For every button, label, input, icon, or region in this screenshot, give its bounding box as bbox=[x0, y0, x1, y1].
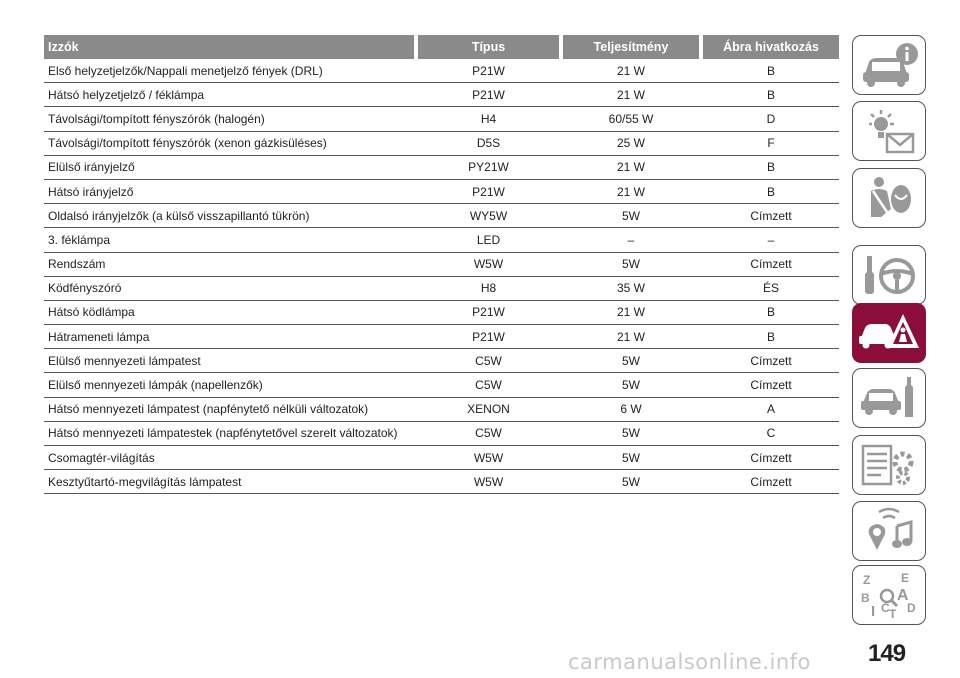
cell-type: W5W bbox=[473, 474, 504, 489]
header-type: Típus bbox=[418, 35, 559, 59]
cell-power: 21 W bbox=[616, 184, 645, 199]
tab-car-info[interactable] bbox=[852, 35, 926, 95]
index-letter: A bbox=[897, 587, 909, 604]
cell-bulb: Elülső mennyezeti lámpatest bbox=[48, 353, 201, 368]
car-info-icon bbox=[857, 40, 921, 90]
cell-figure-ref: Címzett bbox=[750, 353, 792, 368]
tab-multimedia[interactable] bbox=[852, 501, 926, 561]
cell-figure-ref: B bbox=[766, 63, 775, 78]
index-letter: D bbox=[907, 601, 916, 615]
cell-bulb: Elülső irányjelző bbox=[48, 160, 135, 175]
cell-bulb: Kesztyűtartó-megvilágítás lámpatest bbox=[48, 474, 242, 489]
cell-power: 6 W bbox=[620, 402, 642, 417]
page-number: 149 bbox=[868, 640, 906, 667]
cell-figure-ref: ÉS bbox=[762, 281, 779, 296]
cell-figure-ref: Címzett bbox=[750, 257, 792, 272]
table-row bbox=[44, 180, 839, 204]
index-letter: I bbox=[871, 603, 876, 620]
table-row bbox=[44, 253, 839, 277]
table-row bbox=[44, 446, 839, 470]
cell-figure-ref: B bbox=[766, 87, 775, 102]
cell-bulb: 3. féklámpa bbox=[48, 232, 111, 247]
tab-maintenance[interactable] bbox=[852, 368, 926, 428]
seatbelt-airbag-icon bbox=[857, 173, 921, 223]
table-row bbox=[44, 470, 839, 494]
cell-bulb: Oldalsó irányjelzők (a külső visszapillantó tükrön) bbox=[48, 208, 310, 223]
cell-type: D5S bbox=[476, 136, 501, 151]
cell-bulb: Hátsó ködlámpa bbox=[48, 305, 135, 320]
cell-power: 5W bbox=[622, 208, 640, 223]
cell-type: LED bbox=[476, 232, 501, 247]
cell-type: C5W bbox=[475, 426, 502, 441]
cell-power: 5W bbox=[622, 426, 640, 441]
index-letter: Z bbox=[863, 573, 871, 587]
cell-type: C5W bbox=[475, 353, 502, 368]
cell-figure-ref: B bbox=[766, 160, 775, 175]
tab-index[interactable] bbox=[852, 565, 926, 625]
table-row bbox=[44, 83, 839, 107]
cell-type: WY5W bbox=[469, 208, 508, 223]
cell-type: C5W bbox=[475, 378, 502, 393]
table-row bbox=[44, 132, 839, 156]
header-bulbs: Izzók bbox=[44, 35, 414, 59]
table-body bbox=[44, 59, 839, 494]
cell-bulb: Hátsó helyzetjelző / féklámpa bbox=[48, 87, 205, 102]
cell-type: P21W bbox=[472, 329, 505, 344]
cell-power: 21 W bbox=[616, 160, 645, 175]
tab-warning-lights[interactable] bbox=[852, 101, 926, 161]
multimedia-icon bbox=[857, 506, 921, 556]
cell-figure-ref: A bbox=[766, 402, 775, 417]
cell-power: 60/55 W bbox=[608, 111, 654, 126]
watermark: carmanualsonline.info bbox=[568, 650, 811, 674]
cell-power: 21 W bbox=[616, 305, 645, 320]
index-letter: B bbox=[861, 591, 870, 605]
cell-type: W5W bbox=[473, 257, 504, 272]
cell-bulb: Csomagtér-világítás bbox=[48, 450, 155, 465]
cell-type: P21W bbox=[472, 87, 505, 102]
cell-power: 5W bbox=[622, 378, 640, 393]
cell-power: 5W bbox=[622, 474, 640, 489]
cell-power: 25 W bbox=[616, 136, 645, 151]
cell-bulb: Elülső mennyezeti lámpák (napellenzők) bbox=[48, 378, 263, 393]
index-letter: E bbox=[901, 571, 910, 585]
cell-type: P21W bbox=[472, 63, 505, 78]
emergency-breakdown-icon bbox=[857, 308, 921, 358]
cell-power: 21 W bbox=[616, 87, 645, 102]
tab-technical-data[interactable] bbox=[852, 435, 926, 495]
table-row bbox=[44, 301, 839, 325]
tab-emergency[interactable] bbox=[852, 303, 926, 363]
cell-bulb: Első helyzetjelzők/Nappali menetjelző fények (DRL) bbox=[48, 63, 323, 78]
cell-bulb: Rendszám bbox=[48, 257, 106, 272]
header-power: Teljesítmény bbox=[563, 35, 699, 59]
cell-type: P21W bbox=[472, 305, 505, 320]
cell-figure-ref: Címzett bbox=[750, 208, 792, 223]
cell-type: PY21W bbox=[468, 160, 509, 175]
header-figure-ref: Ábra hivatkozás bbox=[703, 35, 839, 59]
car-maintenance-icon bbox=[857, 373, 921, 423]
warning-lights-icon bbox=[857, 106, 921, 156]
cell-figure-ref: Címzett bbox=[750, 474, 792, 489]
cell-figure-ref: B bbox=[766, 329, 775, 344]
table-row bbox=[44, 349, 839, 373]
cell-power: 5W bbox=[622, 257, 640, 272]
cell-power: 5W bbox=[622, 450, 640, 465]
cell-bulb: Ködfényszóró bbox=[48, 281, 122, 296]
table-row bbox=[44, 59, 839, 83]
bulb-table bbox=[44, 35, 839, 494]
cell-figure-ref: – bbox=[767, 232, 775, 247]
table-row bbox=[44, 398, 839, 422]
technical-data-icon bbox=[857, 440, 921, 490]
table-row bbox=[44, 228, 839, 252]
cell-type: P21W bbox=[472, 184, 505, 199]
tab-key-steering[interactable] bbox=[852, 245, 926, 305]
cell-bulb: Hátsó irányjelző bbox=[48, 184, 134, 199]
cell-power: 35 W bbox=[616, 281, 645, 296]
cell-figure-ref: Címzett bbox=[750, 450, 792, 465]
tab-seatbelt-airbag[interactable] bbox=[852, 168, 926, 228]
cell-type: XENON bbox=[467, 402, 510, 417]
cell-bulb: Hátsó mennyezeti lámpatest (napfénytető nélküli változatok) bbox=[48, 402, 369, 417]
cell-figure-ref: Címzett bbox=[750, 378, 792, 393]
table-row bbox=[44, 204, 839, 228]
index-letter: C bbox=[881, 601, 890, 615]
cell-figure-ref: B bbox=[766, 184, 775, 199]
cell-power: 5W bbox=[622, 353, 640, 368]
cell-bulb: Hátrameneti lámpa bbox=[48, 329, 150, 344]
cell-type: W5W bbox=[473, 450, 504, 465]
table-row bbox=[44, 422, 839, 446]
table-row bbox=[44, 107, 839, 131]
key-steering-wheel-icon bbox=[857, 250, 921, 300]
cell-power: 21 W bbox=[616, 329, 645, 344]
cell-bulb: Távolsági/tompított fényszórók (xenon gázkisüléses) bbox=[48, 136, 327, 151]
table-row bbox=[44, 156, 839, 180]
cell-type: H4 bbox=[480, 111, 497, 126]
table-row bbox=[44, 325, 839, 349]
cell-power: – bbox=[627, 232, 635, 247]
cell-power: 21 W bbox=[616, 63, 645, 78]
cell-bulb: Távolsági/tompított fényszórók (halogén) bbox=[48, 111, 265, 126]
cell-type: H8 bbox=[480, 281, 497, 296]
index-letter: T bbox=[889, 607, 897, 620]
table-row bbox=[44, 373, 839, 397]
cell-figure-ref: D bbox=[766, 111, 776, 126]
cell-figure-ref: C bbox=[766, 426, 776, 441]
table-header bbox=[44, 35, 839, 59]
index-icon bbox=[857, 570, 921, 620]
cell-figure-ref: B bbox=[766, 305, 775, 320]
table-row bbox=[44, 277, 839, 301]
cell-bulb: Hátsó mennyezeti lámpatestek (napfénytetővel szerelt változatok) bbox=[48, 426, 398, 441]
cell-figure-ref: F bbox=[767, 136, 775, 151]
